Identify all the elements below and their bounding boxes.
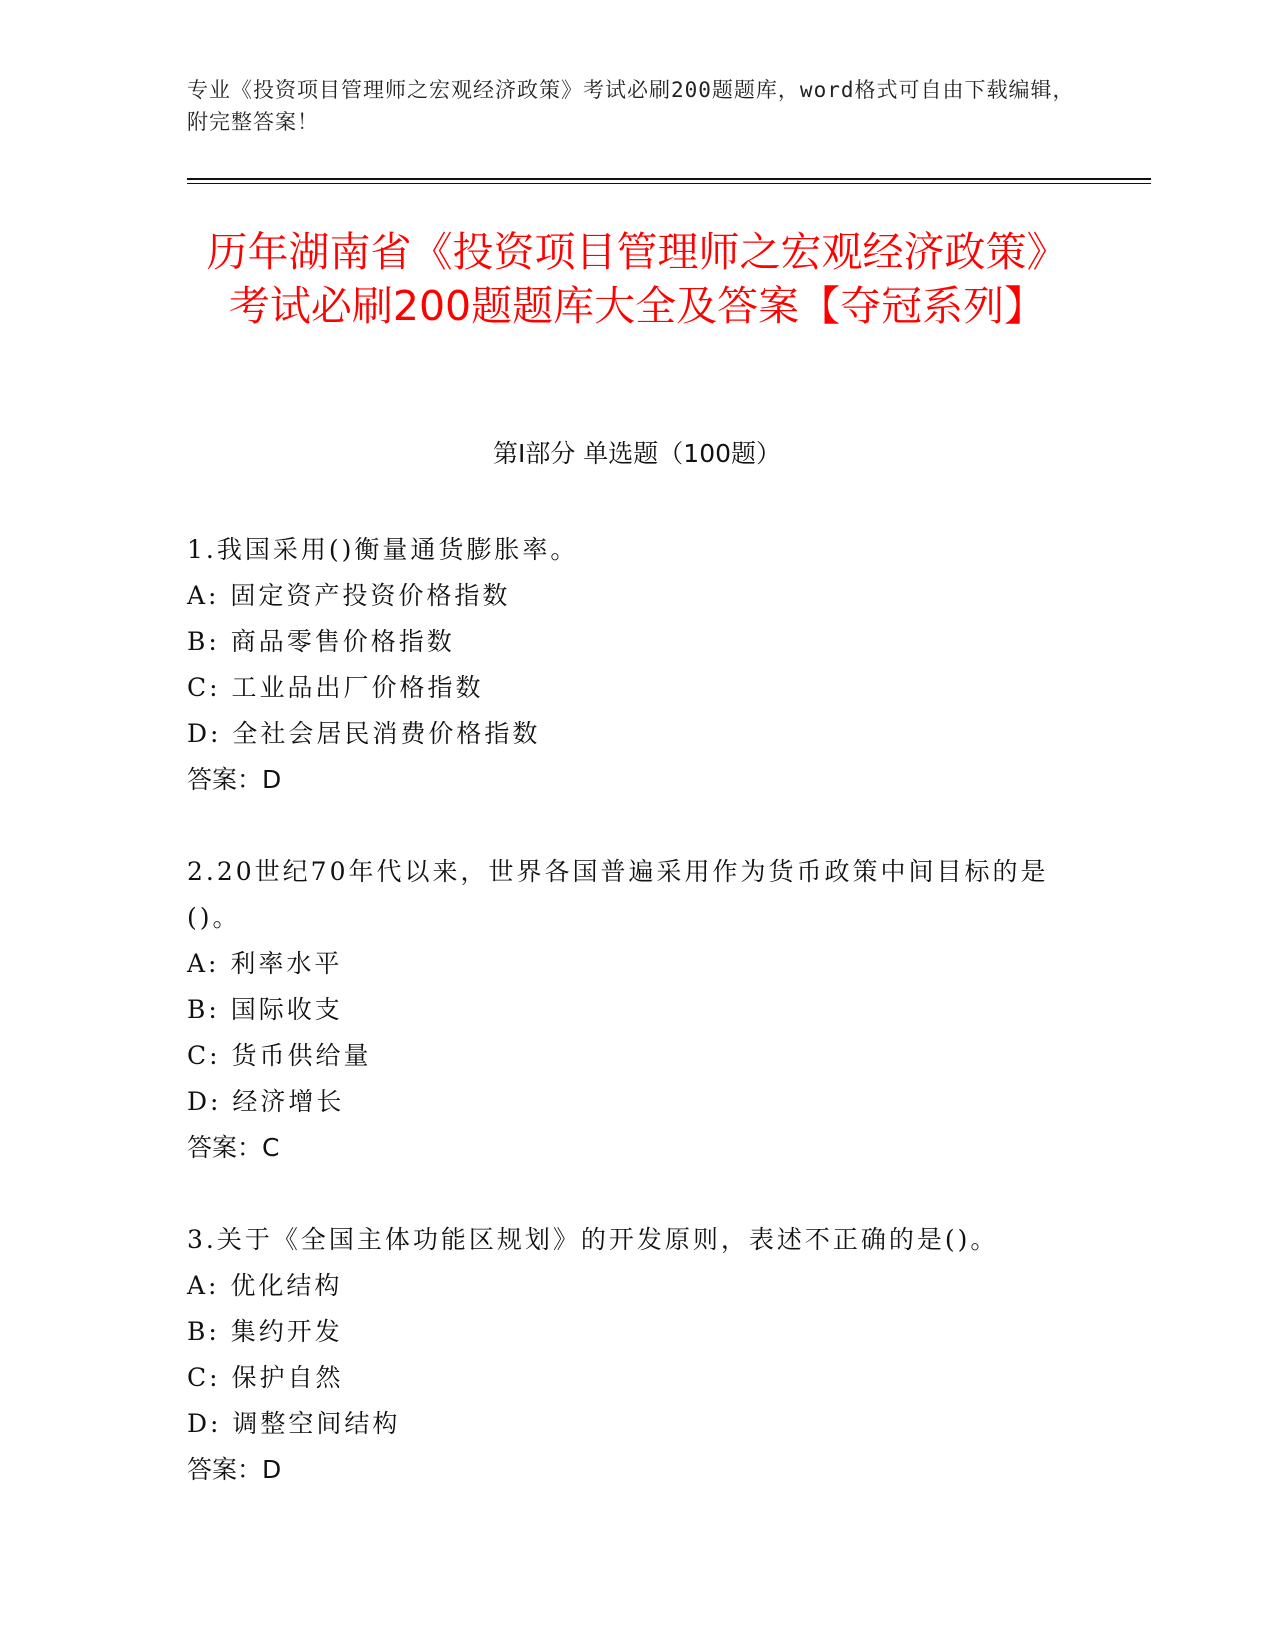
option-c: C: 保护自然 — [187, 1363, 344, 1392]
option-b: B: 集约开发 — [187, 1317, 343, 1346]
question-1 — [187, 527, 1087, 803]
question-list — [187, 527, 1087, 1539]
question-stem: 2.20世纪70年代以来，世界各国普遍采用作为货币政策中间目标的是()。 — [187, 857, 1049, 932]
option-a: A: 利率水平 — [187, 949, 343, 978]
question-3 — [187, 1217, 1087, 1493]
option-d: D: 调整空间结构 — [187, 1409, 401, 1438]
answer-line: 答案：D — [187, 1455, 282, 1484]
option-b: B: 商品零售价格指数 — [187, 627, 455, 656]
option-c: C: 工业品出厂价格指数 — [187, 673, 484, 702]
answer-line: 答案：D — [187, 765, 282, 794]
option-a: A: 固定资产投资价格指数 — [187, 581, 511, 610]
answer-line: 答案：C — [187, 1133, 280, 1162]
question-stem: 1.我国采用()衡量通货膨胀率。 — [187, 535, 579, 564]
option-d: D: 经济增长 — [187, 1087, 345, 1116]
option-b: B: 国际收支 — [187, 995, 343, 1024]
option-a: A: 优化结构 — [187, 1271, 343, 1300]
header-divider-thin — [187, 183, 1151, 184]
question-stem: 3.关于《全国主体功能区规划》的开发原则，表述不正确的是()。 — [187, 1225, 999, 1254]
question-2 — [187, 849, 1087, 1171]
section-title: 第I部分 单选题（100题） — [492, 439, 782, 468]
option-d: D: 全社会居民消费价格指数 — [187, 719, 541, 748]
header-note: 专业《投资项目管理师之宏观经济政策》考试必刷200题题库，word格式可自由下载编辑，附完整答案！ — [187, 78, 1075, 134]
header-divider-thick — [187, 178, 1151, 180]
document-title: 历年湖南省《投资项目管理师之宏观经济政策》考试必刷200题题库大全及答案【夺冠系列】 — [206, 228, 1068, 330]
option-c: C: 货币供给量 — [187, 1041, 372, 1070]
